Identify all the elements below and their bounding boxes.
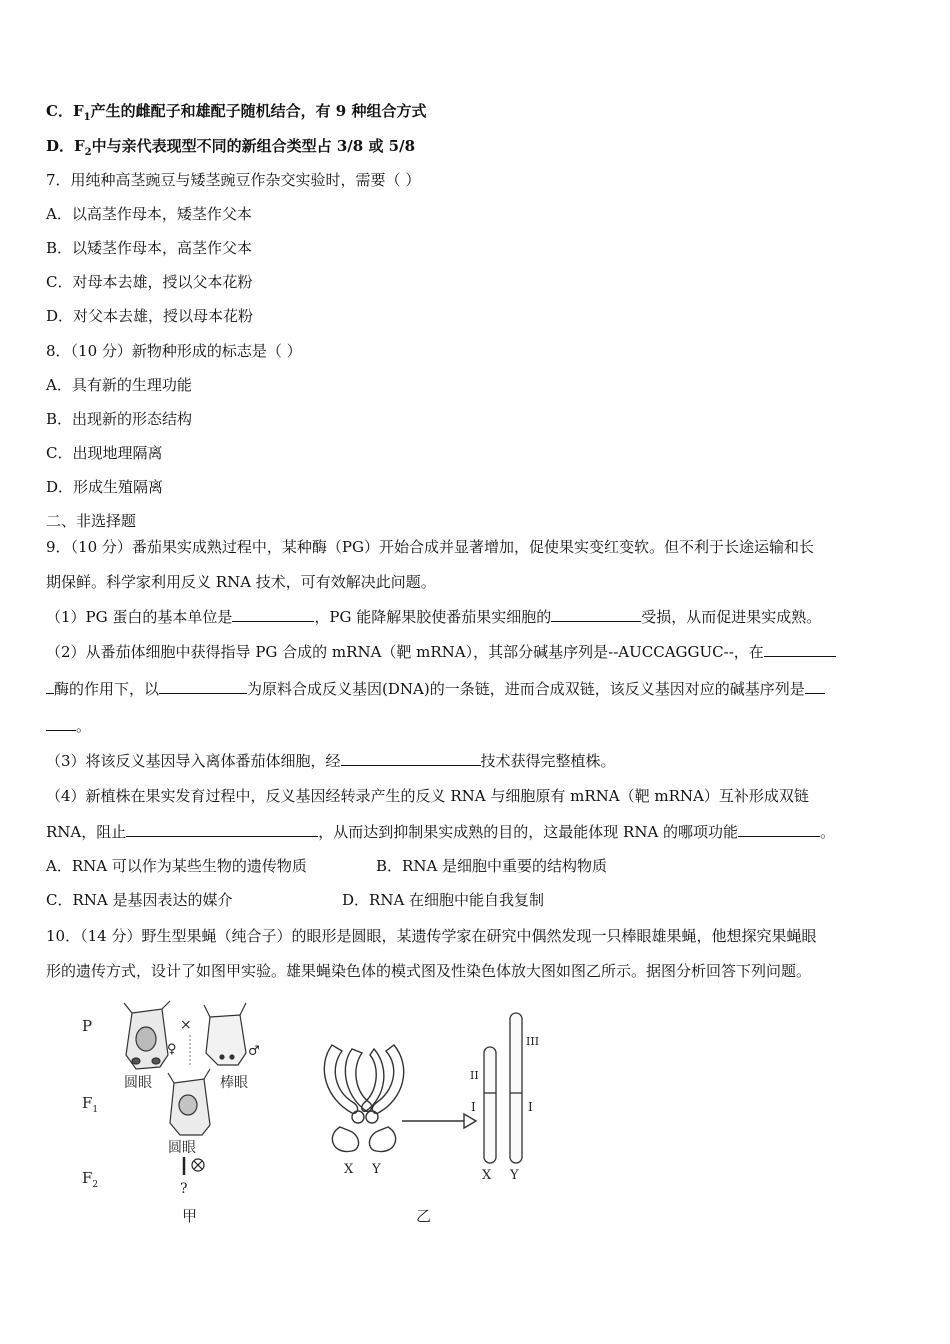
karyotype-x: X <box>344 1162 354 1177</box>
blank-7 <box>126 822 318 837</box>
blank-4 <box>159 679 247 694</box>
label-f1-round-eye: 圆眼 <box>168 1140 196 1156</box>
x-chromosome <box>484 1047 496 1163</box>
q10-stem-line2: 形的遗传方式，设计了如图甲实验。雄果蝇染色体的模式图及性染色体放大图如图乙所示。据图分析回答下列问题。 <box>46 962 812 980</box>
f1-sub: 1 <box>92 1105 99 1115</box>
q9-options-ab <box>46 856 607 876</box>
blank-8 <box>738 822 820 837</box>
q9-option-a: A．RNA 可以作为某些生物的遗传物质 <box>46 857 307 875</box>
q9-stem-line1: 9．（10 分）番茄果实成熟过程中，某种酶（PG）开始合成并显著增加，促使果实变红变软。但不利于长途运输和长 <box>46 538 814 556</box>
q9-part2-line2 <box>46 679 825 699</box>
female-fly-round-eye <box>124 1001 170 1069</box>
q9-p2-text-c: 为原料合成反义基因(DNA)的一条链，进而合成双链，该反义基因对应的碱基序列是 <box>247 680 805 698</box>
q7-option-b: B．以矮茎作母本，高茎作父本 <box>46 239 253 257</box>
blank-2 <box>551 607 641 622</box>
f1-fly-round-eye <box>168 1069 210 1135</box>
q9-option-c: C．RNA 是基因表达的媒介 <box>46 891 233 909</box>
q9-part2-line3 <box>46 716 91 736</box>
cross-symbol: × <box>180 1017 192 1033</box>
q9-part2-line1 <box>46 642 836 662</box>
label-yi: 乙 <box>416 1207 432 1225</box>
q6-d-text: 中与亲代表现型不同的新组合类型占 3/8 或 5/8 <box>91 137 416 155</box>
female-symbol: ♀ <box>167 1042 177 1057</box>
q9-p4-text-c: ，从而达到抑制果实成熟的目的，这最能体现 RNA 的哪项功能 <box>318 823 739 841</box>
segment-iii: III <box>526 1035 540 1048</box>
blank-3a <box>764 642 836 657</box>
segment-i-right: I <box>528 1100 533 1114</box>
q8-option-d: D．形成生殖隔离 <box>46 478 164 496</box>
q9-p3-text-b: 技术获得完整植株。 <box>480 752 616 770</box>
segment-i-left: I <box>471 1100 476 1114</box>
enlarge-arrow-head <box>464 1114 476 1128</box>
q6-d-sub: 2 <box>84 147 92 158</box>
q6-d-label: D．F <box>46 137 85 155</box>
q7-option-d: D．对父本去雄，授以母本花粉 <box>46 307 254 325</box>
q9-part4-line1: （4）新植株在果实发育过程中，反义基因经转录产生的反义 RNA 与细胞原有 mRNA（靶 mRNA）互补形成双链 <box>46 787 809 805</box>
label-jia: 甲 <box>182 1207 198 1225</box>
q6-c-label: C．F <box>46 102 84 120</box>
q9-p4-text-d: 。 <box>820 823 836 841</box>
q6-option-d <box>46 136 415 163</box>
q10-stem-line1: 10．（14 分）野生型果蝇（纯合子）的眼形是圆眼，某遗传学家在研究中偶然发现一只棒眼雄果蝇，他想探究果蝇眼 <box>46 927 817 945</box>
q9-option-d: D．RNA 在细胞中能自我复制 <box>342 891 545 909</box>
f2-sub: 2 <box>92 1180 99 1190</box>
q8-option-c: C．出现地理隔离 <box>46 444 163 462</box>
q9-stem-line2: 期保鲜。科学家利用反义 RNA 技术，可有效解决此问题。 <box>46 573 436 591</box>
q8-option-b: B．出现新的形态结构 <box>46 410 193 428</box>
q7-option-a: A．以高茎作母本，矮茎作父本 <box>46 205 252 223</box>
blank-6 <box>341 751 481 766</box>
q9-p1-text-b: ，PG 能降解果胶使番茄果实细胞的 <box>314 608 552 626</box>
q7-stem: 7．用纯种高茎豌豆与矮茎豌豆作杂交实验时，需要（ ） <box>46 171 421 189</box>
blank-1 <box>232 607 314 622</box>
genetics-figure <box>70 995 550 1230</box>
blank-3b <box>46 679 54 694</box>
label-bar-eye: 棒眼 <box>220 1075 248 1091</box>
f2-unknown: ? <box>180 1181 188 1197</box>
q9-p2-text-d: 。 <box>76 717 92 735</box>
q8-option-a: A．具有新的生理功能 <box>46 376 192 394</box>
label-round-eye: 圆眼 <box>124 1075 152 1091</box>
karyotype-y: Y <box>372 1162 381 1177</box>
segment-ii: II <box>470 1069 479 1082</box>
enlarged-x-label: X <box>482 1168 492 1183</box>
q9-part3 <box>46 751 616 771</box>
y-chromosome <box>510 1013 522 1163</box>
q6-c-sub: 1 <box>83 112 91 123</box>
chromosome-karyotype <box>324 1045 403 1152</box>
q9-p4-text-b: RNA，阻止 <box>46 823 127 841</box>
q6-c-text: 产生的雌配子和雄配子随机结合，有 9 种组合方式 <box>90 102 427 120</box>
blank-5a <box>805 679 825 694</box>
q9-options-cd <box>46 890 544 910</box>
q9-p1-text-c: 受损，从而促进果实成熟。 <box>641 608 822 626</box>
f1-main: F <box>82 1094 93 1112</box>
q6-option-c <box>46 101 426 128</box>
f2-main: F <box>82 1169 93 1187</box>
sex-chromosomes-enlarged <box>484 1013 522 1163</box>
q9-p3-text-a: （3）将该反义基因导入离体番茄体细胞，经 <box>46 752 341 770</box>
label-f2 <box>82 1169 98 1190</box>
label-p: P <box>82 1017 93 1035</box>
q7-option-c: C．对母本去雄，授以父本花粉 <box>46 273 253 291</box>
q9-p1-text-a: （1）PG 蛋白的基本单位是 <box>46 608 233 626</box>
q9-part1 <box>46 607 821 627</box>
q9-part4-line2 <box>46 822 835 842</box>
q9-p2-text-a: （2）从番茄体细胞中获得指导 PG 合成的 mRNA（靶 mRNA），其部分碱基序列是--AUCCAGGUC--，在 <box>46 643 764 661</box>
male-fly-bar-eye <box>204 1003 246 1065</box>
q8-stem: 8．（10 分）新物种形成的标志是（ ） <box>46 342 302 360</box>
label-f1 <box>82 1094 98 1115</box>
q9-option-b: B．RNA 是细胞中重要的结构物质 <box>376 857 608 875</box>
male-symbol: ♂ <box>248 1044 260 1059</box>
section-heading: 二、非选择题 <box>46 512 137 530</box>
blank-5b <box>46 716 76 731</box>
selfing-icon <box>192 1159 204 1171</box>
q9-p2-text-b: 酶的作用下，以 <box>54 680 160 698</box>
enlarged-y-label: Y <box>510 1168 519 1183</box>
